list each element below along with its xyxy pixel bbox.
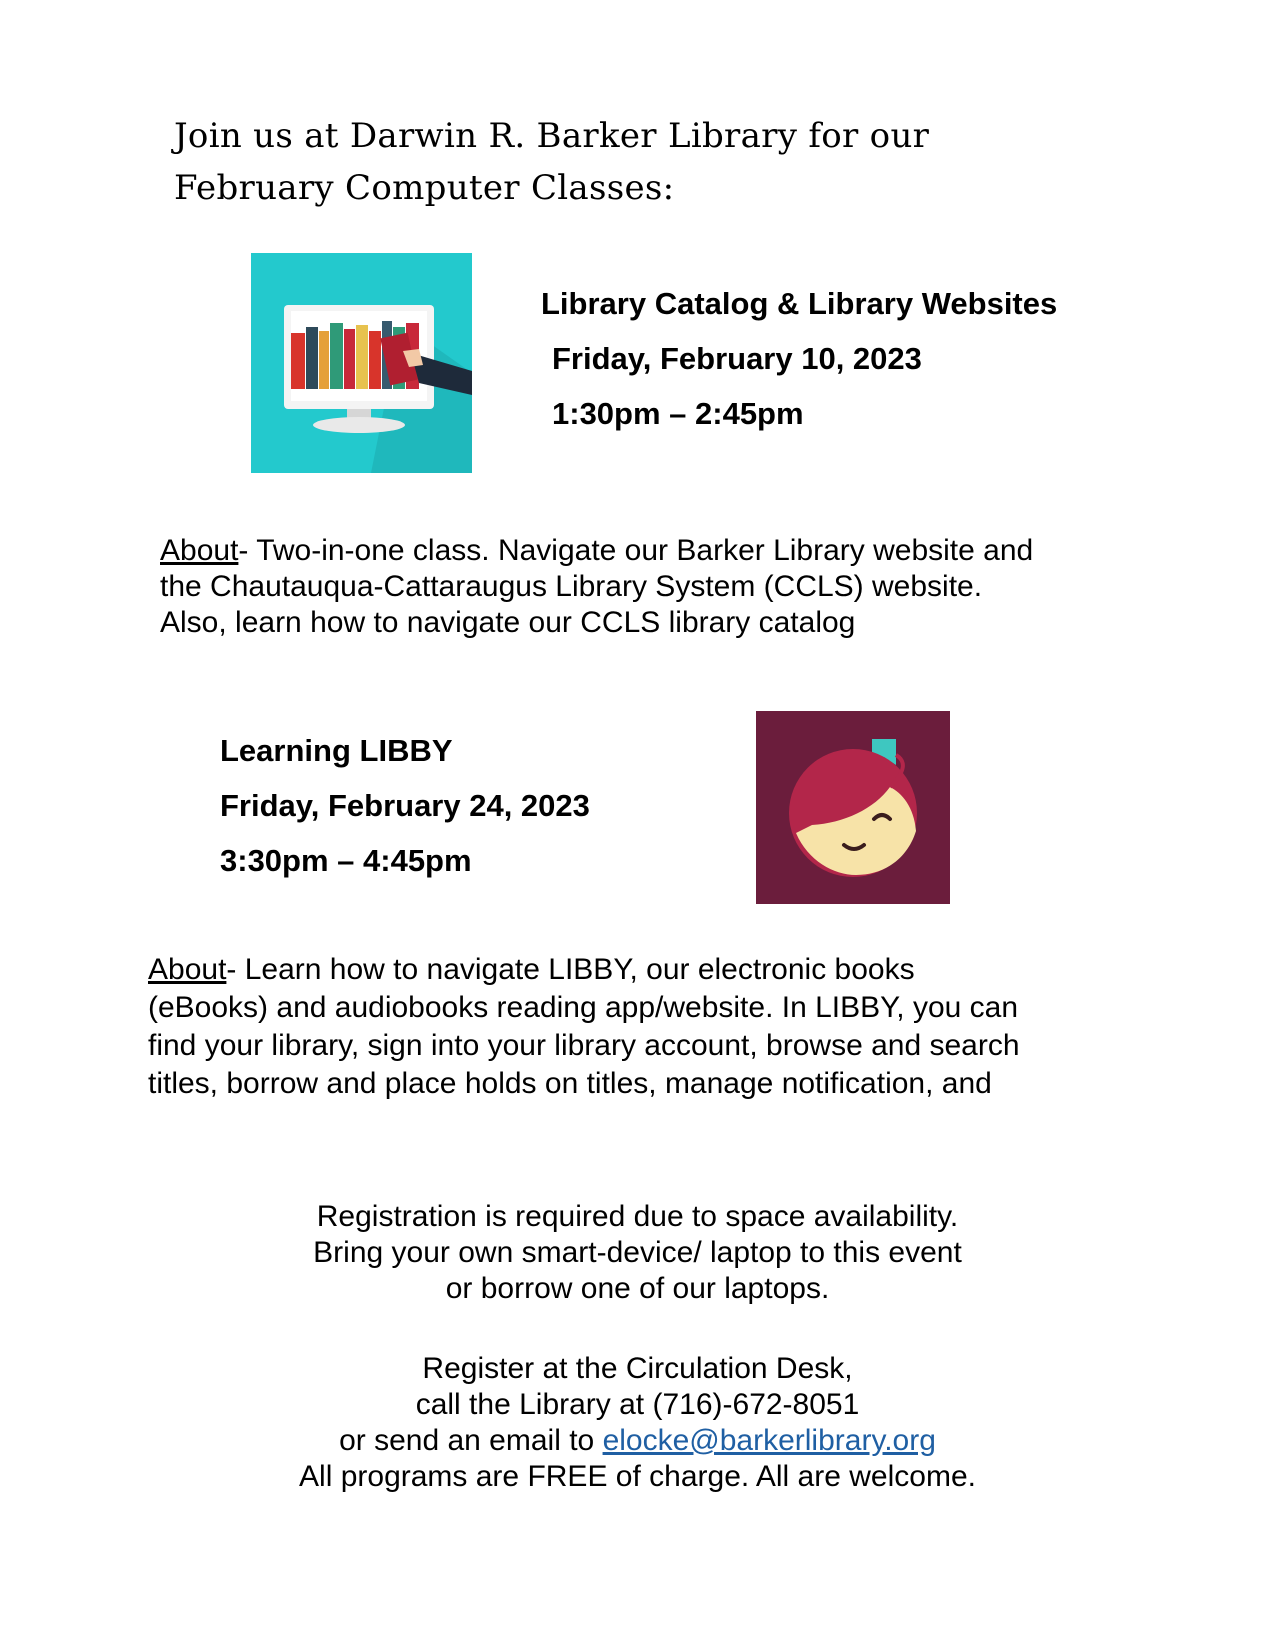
page-heading (174, 110, 1074, 214)
class2-about-label: About (148, 953, 227, 986)
contact-info (0, 1351, 1275, 1495)
class2-about-line-2: (eBooks) and audiobooks reading app/website. In LIBBY, you can (148, 991, 1019, 1024)
contact-line-phone: call the Library at (716)-672-8051 (415, 1388, 860, 1421)
class2-about-line-4: titles, borrow and place holds on titles, manage notification, and (148, 1067, 992, 1100)
registration-line-3: or borrow one of our laptops. (445, 1272, 830, 1305)
class1-date: Friday, February 10, 2023 (552, 341, 922, 376)
contact-line-desk: Register at the Circulation Desk, (422, 1352, 853, 1385)
contact-line-email: or send an email to elocke@barkerlibrary.org (339, 1424, 936, 1457)
contact-line-free: All programs are FREE of charge. All are welcome. (299, 1460, 976, 1493)
libby-app-logo-icon (756, 711, 950, 904)
class1-about-line-3: Also, learn how to navigate our CCLS library catalog (160, 606, 856, 639)
class1-title: Library Catalog & Library Websites (541, 286, 1058, 321)
heading-line-1: Join us at Darwin R. Barker Library for our (174, 116, 930, 156)
class2-about (148, 951, 1020, 1103)
class1-time: 1:30pm – 2:45pm (552, 396, 804, 431)
class2-time: 3:30pm – 4:45pm (220, 843, 472, 878)
computer-bookshelf-icon (251, 253, 472, 473)
computer-bookshelf-illustration (251, 253, 472, 473)
class1-about-line-1: About- Two-in-one class. Navigate our Barker Library website and (160, 534, 1034, 567)
registration-line-2: Bring your own smart-device/ laptop to this event (313, 1236, 962, 1269)
class1-about-line-2: the Chautauqua-Cattaraugus Library System (CCLS) website. (160, 570, 983, 603)
registration-notice (0, 1199, 1275, 1307)
heading-line-2: February Computer Classes: (174, 168, 675, 208)
class2-about-line-3: find your library, sign into your library account, browse and search (148, 1029, 1020, 1062)
class2-about-line-1: About- Learn how to navigate LIBBY, our electronic books (148, 953, 915, 986)
class1-about (160, 533, 1033, 641)
class2-title: Learning LIBBY (220, 733, 453, 768)
email-link[interactable]: elocke@barkerlibrary.org (602, 1424, 936, 1457)
registration-line-1: Registration is required due to space availability. (316, 1200, 959, 1233)
libby-logo-illustration (756, 711, 950, 904)
class1-about-label: About (160, 534, 239, 567)
class2-date: Friday, February 24, 2023 (220, 788, 590, 823)
